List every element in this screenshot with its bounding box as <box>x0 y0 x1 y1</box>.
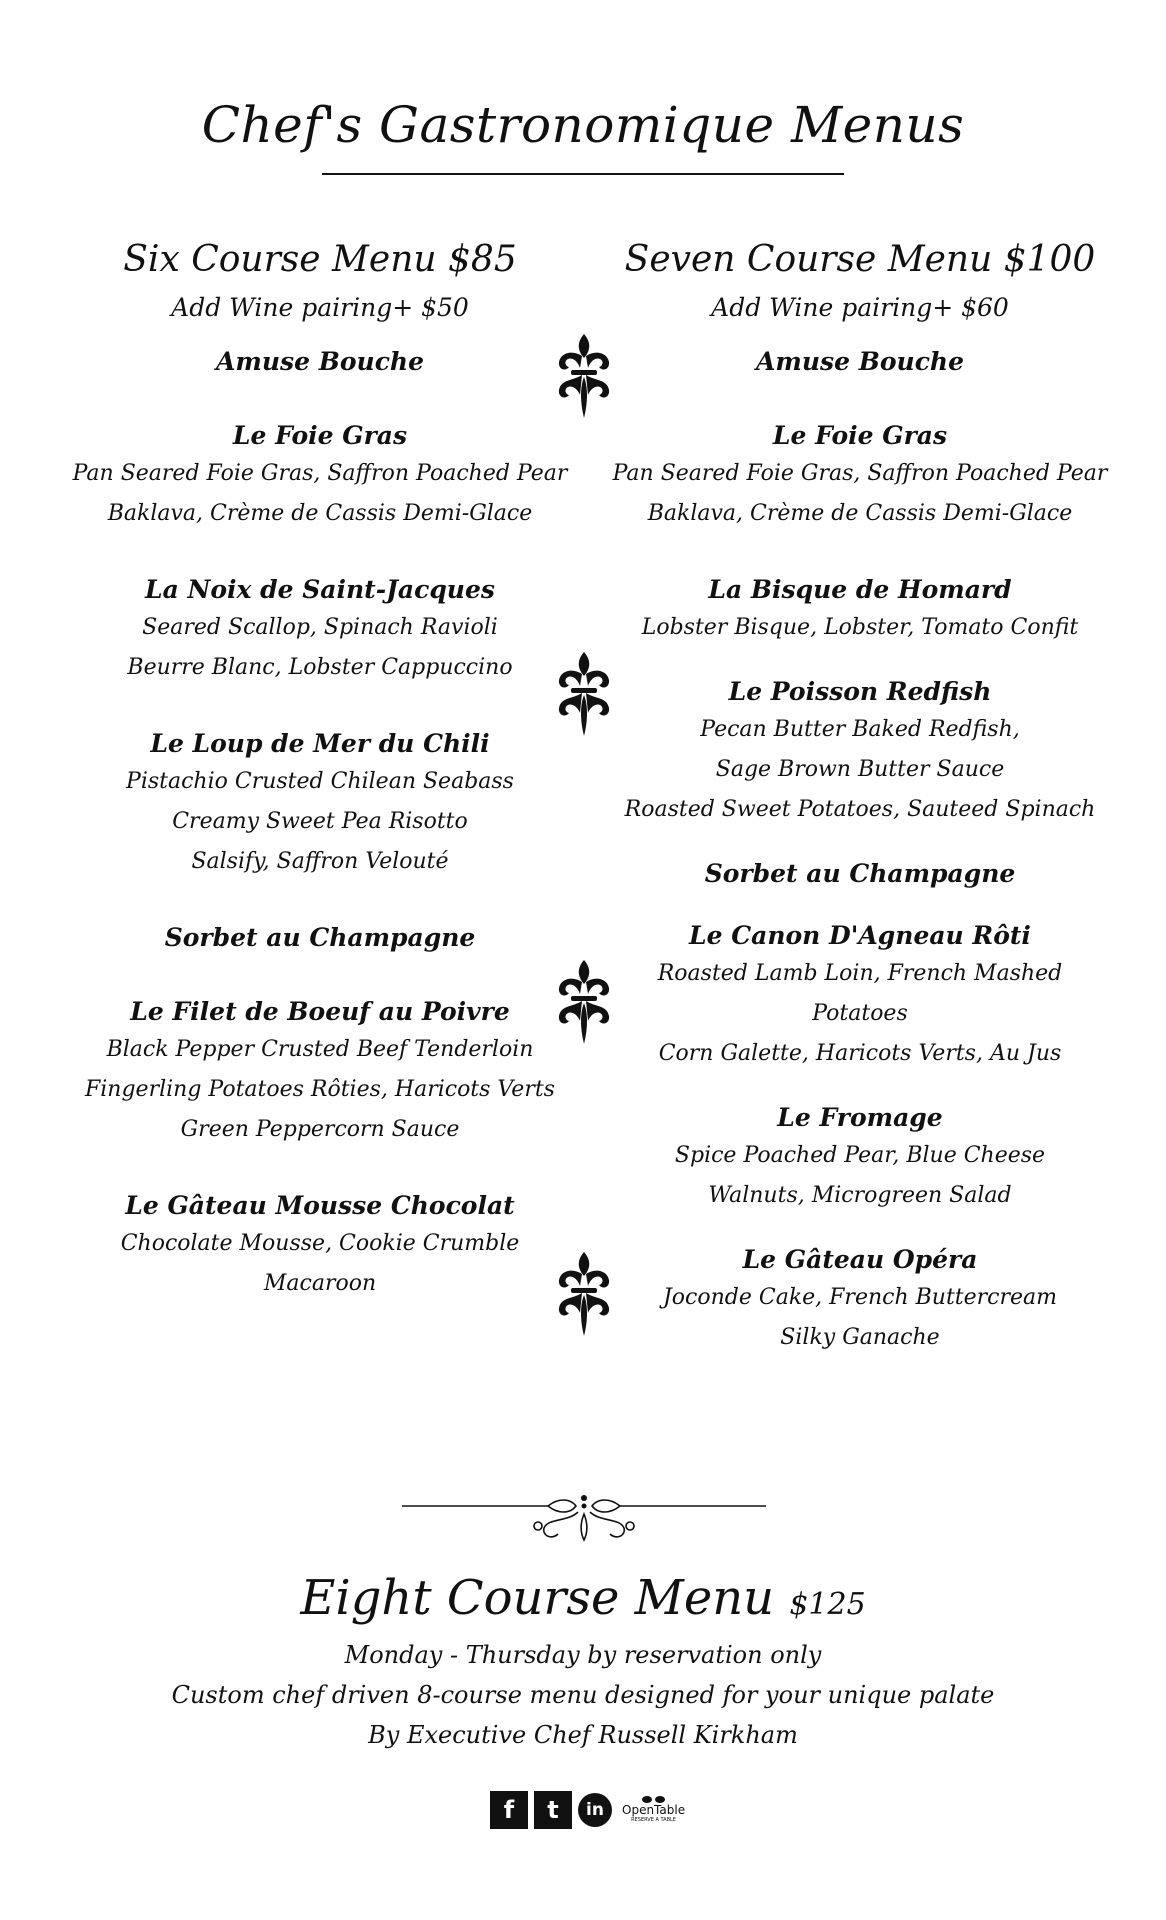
course-description: Joconde Cake, French Buttercream <box>662 1285 1058 1310</box>
seven-course-wine: Add Wine pairing+ $60 <box>711 293 1009 322</box>
course-description: Creamy Sweet Pea Risotto <box>172 809 468 834</box>
course-block <box>70 572 570 688</box>
eight-course-note: Custom chef driven 8-course menu designed for your unique palate <box>171 1681 995 1709</box>
course-description: Fingerling Potatoes Rôties, Haricots Verts <box>85 1077 555 1102</box>
course-block <box>70 1188 570 1304</box>
course-name: Le Gâteau Mousse Chocolat <box>125 1191 515 1220</box>
fleur-de-lis-icon <box>553 1250 615 1340</box>
course-name: Le Poisson Redfish <box>728 677 992 706</box>
course-name: Sorbet au Champagne <box>164 923 476 952</box>
course-name: Le Foie Gras <box>232 421 408 450</box>
fleur-de-lis-icon <box>553 958 615 1048</box>
course-name: Le Fromage <box>777 1103 943 1132</box>
course-name: Le Gâteau Opéra <box>742 1245 978 1274</box>
facebook-letter: f <box>503 1796 515 1824</box>
course-block <box>610 856 1110 892</box>
course-name: Le Canon D'Agneau Rôti <box>689 921 1031 950</box>
social-links <box>490 1790 685 1830</box>
course-description: Corn Galette, Haricots Verts, Au Jus <box>658 1041 1062 1066</box>
course-description: Black Pepper Crusted Beef Tenderloin <box>106 1037 534 1062</box>
course-description: Roasted Lamb Loin, French Mashed Potatoes <box>657 961 1063 1026</box>
course-description: Baklava, Crème de Cassis Demi-Glace <box>647 501 1073 526</box>
eight-course-note: Monday - Thursday by reservation only <box>344 1641 822 1669</box>
course-name: La Noix de Saint-Jacques <box>145 575 495 604</box>
seven-course-column <box>610 236 1110 1358</box>
course-name: Le Filet de Boeuf au Poivre <box>130 997 510 1026</box>
course-block <box>70 994 570 1150</box>
course-description: Roasted Sweet Potatoes, Sauteed Spinach <box>624 797 1096 822</box>
course-description: Pan Seared Foie Gras, Saffron Poached Pear <box>612 461 1108 486</box>
eight-course-title: Eight Course Menu <box>300 1570 775 1626</box>
course-block <box>70 344 570 380</box>
course-description: Macaroon <box>263 1271 377 1296</box>
linkedin-icon[interactable] <box>578 1793 612 1827</box>
course-description: Beurre Blanc, Lobster Cappuccino <box>127 655 513 680</box>
course-name: Sorbet au Champagne <box>704 859 1016 888</box>
course-description: Baklava, Crème de Cassis Demi-Glace <box>107 501 533 526</box>
seven-course-title: Seven Course Menu $100 <box>624 239 1096 280</box>
six-course-title: Six Course Menu $85 <box>123 239 517 280</box>
course-description: Walnuts, Microgreen Salad <box>708 1183 1012 1208</box>
course-block <box>610 418 1110 534</box>
eight-course-heading <box>0 1568 1166 1635</box>
course-block <box>610 674 1110 830</box>
six-course-wine: Add Wine pairing+ $50 <box>171 293 469 322</box>
course-name: Amuse Bouche <box>216 347 424 376</box>
eight-course-section <box>0 1568 1166 1755</box>
course-block <box>610 918 1110 1074</box>
eight-course-note: By Executive Chef Russell Kirkham <box>368 1721 798 1749</box>
six-course-column <box>70 236 570 1304</box>
course-block <box>610 572 1110 648</box>
course-description: Silky Ganache <box>780 1325 940 1350</box>
fleur-de-lis-icon <box>553 332 615 422</box>
course-description: Salsify, Saffron Velouté <box>191 849 449 874</box>
course-description: Sage Brown Butter Sauce <box>715 757 1005 782</box>
eight-course-price: $125 <box>789 1587 866 1622</box>
course-description: Spice Poached Pear, Blue Cheese <box>674 1143 1046 1168</box>
opentable-icon[interactable] <box>622 1796 685 1824</box>
linkedin-letters: in <box>586 1800 604 1820</box>
twitter-icon[interactable] <box>534 1791 572 1829</box>
twitter-letter: t <box>547 1796 559 1824</box>
course-description: Green Peppercorn Sauce <box>180 1117 460 1142</box>
course-block <box>70 920 570 956</box>
opentable-name: OpenTable <box>622 1803 686 1817</box>
course-description: Pecan Butter Baked Redfish, <box>700 717 1020 742</box>
course-description: Chocolate Mousse, Cookie Crumble <box>120 1231 520 1256</box>
opentable-dots <box>642 1796 665 1803</box>
title-underline <box>322 173 844 175</box>
course-block <box>70 418 570 534</box>
course-description: Lobster Bisque, Lobster, Tomato Confit <box>641 615 1079 640</box>
course-block <box>610 1242 1110 1358</box>
course-name: Le Foie Gras <box>772 421 948 450</box>
fleur-de-lis-icon <box>553 650 615 740</box>
course-name: Le Loup de Mer du Chili <box>150 729 490 758</box>
course-name: La Bisque de Homard <box>708 575 1012 604</box>
opentable-tagline: RESERVE A TABLE <box>631 1817 676 1823</box>
course-description: Pan Seared Foie Gras, Saffron Poached Pear <box>72 461 568 486</box>
course-block <box>70 726 570 882</box>
course-block <box>610 344 1110 380</box>
ornamental-divider-icon <box>398 1488 770 1548</box>
course-description: Pistachio Crusted Chilean Seabass <box>126 769 514 794</box>
course-description: Seared Scallop, Spinach Ravioli <box>142 615 498 640</box>
facebook-icon[interactable] <box>490 1791 528 1829</box>
course-block <box>610 1100 1110 1216</box>
page-title: Chef's Gastronomique Menus <box>201 96 965 154</box>
course-name: Amuse Bouche <box>756 347 964 376</box>
